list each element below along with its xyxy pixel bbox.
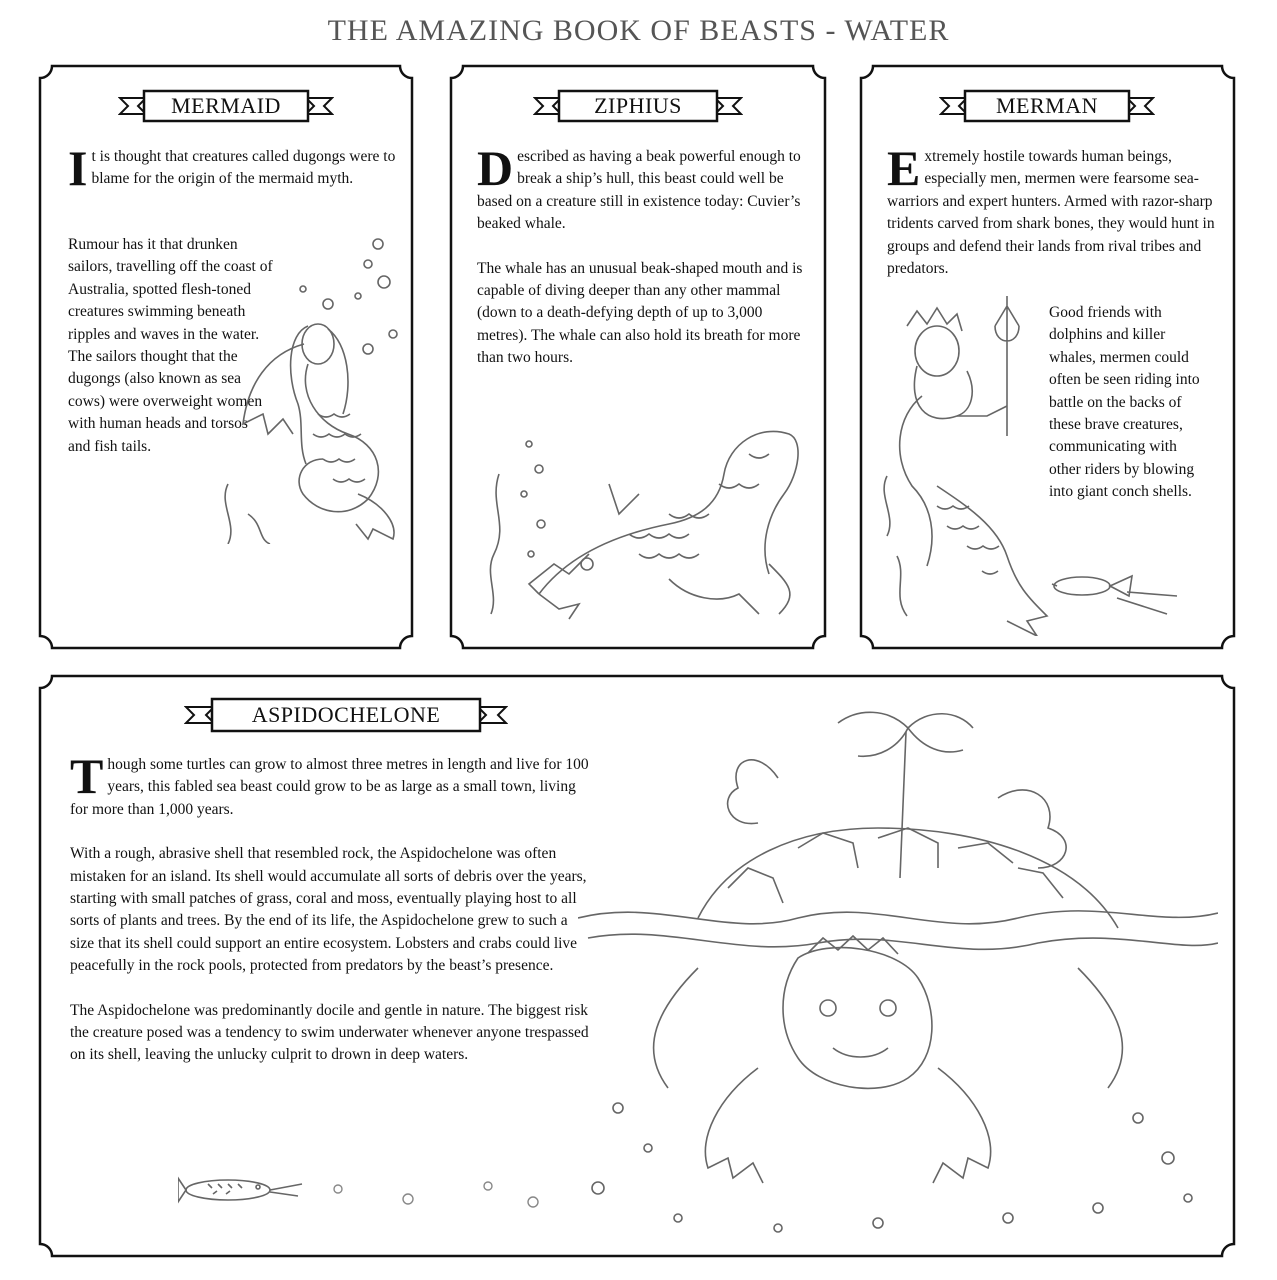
paragraph: escribed as having a beak powerful enough to break a ship’s hull, this beast could well be based on a creature still in existence today: Cuvier’s beaked whale. bbox=[477, 148, 801, 233]
card-text bbox=[68, 140, 398, 213]
paragraph: xtremely hostile towards human beings, especially men, mermen were fearsome sea-warriors and expert hunters. Armed with razor-sharp tridents carved from shark bones, they would hunt in groups and defend their lands from rival tribes and predators. bbox=[887, 148, 1215, 278]
paragraph: The Aspidochelone was predominantly docile and gentle in nature. The biggest risk the creature posed was a tendency to swim underwater whenever anyone trespassed on its shell, leaving the unlucky culprit to drown in deep waters. bbox=[70, 1001, 589, 1064]
fish-illustration bbox=[178, 1170, 308, 1210]
mermaid-illustration bbox=[208, 234, 408, 544]
paragraph: Good friends with dolphins and killer whales, mermen could often be seen riding into battle on the backs of these brave creatures, communicating with other riders by blowing into giant conch shells. bbox=[1049, 304, 1200, 501]
card-title: MERMAID bbox=[171, 93, 281, 118]
ziphius-illustration bbox=[469, 414, 809, 624]
card-ziphius bbox=[449, 64, 827, 650]
card-title: ASPIDOCHELONE bbox=[251, 702, 441, 727]
drop-cap: D bbox=[477, 140, 514, 196]
drop-cap: I bbox=[68, 140, 88, 196]
card-mermaid bbox=[38, 64, 414, 650]
title-banner bbox=[118, 88, 334, 124]
card-title: ZIPHIUS bbox=[594, 93, 682, 118]
drop-cap: E bbox=[887, 140, 921, 196]
paragraph: t is thought that creatures called dugongs were to blame for the origin of the mermaid myth. bbox=[91, 148, 396, 188]
page-title: THE AMAZING BOOK OF BEASTS - WATER bbox=[327, 14, 950, 47]
title-banner bbox=[184, 696, 508, 734]
title-banner bbox=[939, 88, 1155, 124]
paragraph: hough some turtles can grow to almost three metres in length and live for 100 years, this fabled sea beast could grow to be as large as a small town, living for more than 1,000 years. bbox=[70, 756, 589, 818]
card-title: MERMAN bbox=[995, 93, 1098, 118]
title-banner bbox=[533, 88, 743, 124]
merman-illustration bbox=[877, 296, 1207, 636]
paragraph: With a rough, abrasive shell that resembled rock, the Aspidochelone was often mistaken for an island. Its shell would accumulate all sorts of debris over the years, starting with small patches of grass, coral and moss, eventually playing host to all sorts of plants and trees. By the end of its life, the Aspidochelone grew to such a size that its shell could support an entire ecosystem. Lobsters and crabs could live peacefully in the rock pools, protected from predators by the beast’s presence. bbox=[70, 845, 587, 975]
paragraph: Rumour has it that drunken sailors, travelling off the coast of Australia, spotted flesh-toned creatures swimming beneath ripples and waves in the water. The sailors thought that the dugongs (also known as sea cows) were overweight women with human heads and torsos and fish tails. bbox=[68, 236, 273, 455]
aspidochelone-illustration bbox=[578, 688, 1218, 1248]
card-merman bbox=[859, 64, 1236, 650]
card-text bbox=[887, 140, 1217, 302]
card-text bbox=[477, 140, 807, 392]
paragraph: The whale has an unusual beak-shaped mouth and is capable of diving deeper than any other mammal (down to a death-defying depth of up to 3,000 metres). The whale can also hold its breath for more than two hours. bbox=[477, 259, 803, 367]
drop-cap: T bbox=[70, 748, 104, 804]
bubbles bbox=[328, 1174, 548, 1214]
card-text bbox=[70, 748, 590, 1089]
card-aspidochelone bbox=[38, 674, 1236, 1258]
